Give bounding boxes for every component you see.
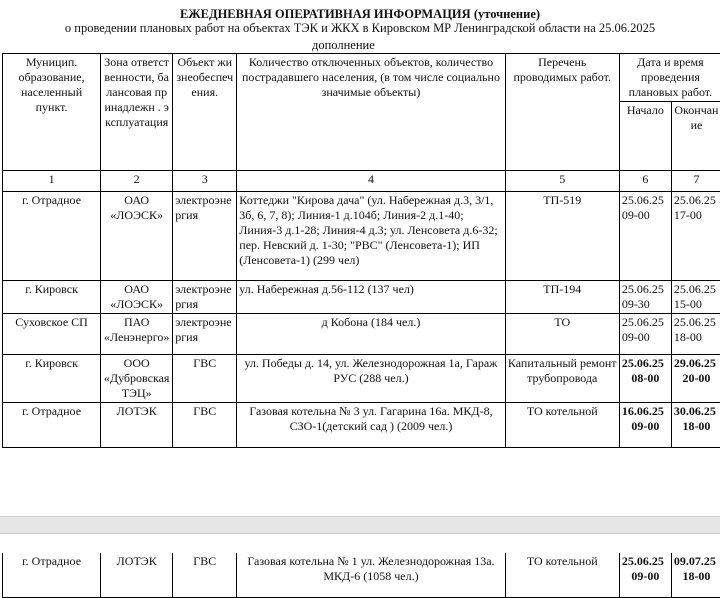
start-cell <box>619 192 671 281</box>
start-cell <box>619 403 671 448</box>
affected-cell: Газовая котельна № 3 ул. Гагарина 16а. МКД-8, СЗО-1(детский сад ) (2009 чел.) <box>237 403 505 448</box>
start-cell <box>619 553 671 598</box>
title-text: ЕЖЕДНЕВНАЯ ОПЕРАТИВНАЯ ИНФОРМАЦИЯ <box>179 7 471 21</box>
work-cell: ТО котельной <box>505 553 619 598</box>
object-cell: электроэнергия <box>173 281 237 314</box>
col-header-place: Муницип. образование, населенный пункт. <box>3 54 101 171</box>
start-time: 09-00 <box>631 569 660 583</box>
zone-cell: ПАО «Ленэнерго» <box>101 314 173 355</box>
place-cell: г. Отрадное <box>3 192 101 281</box>
start-date: 25.06.25 <box>621 356 664 370</box>
column-number: 7 <box>671 171 720 192</box>
work-cell: ТП-194 <box>505 281 619 314</box>
place-cell: г. Кировск <box>3 281 101 314</box>
outage-table-continued <box>2 553 720 598</box>
place-cell: г. Кировск <box>3 355 101 403</box>
column-number: 1 <box>3 171 101 192</box>
end-date: 25.06.25 <box>673 282 716 296</box>
place-cell: г. Отрадное <box>3 553 101 598</box>
end-cell <box>671 403 720 448</box>
end-date: 29.06.25 <box>673 356 716 370</box>
document-subtitle-2: дополнение <box>312 38 375 52</box>
end-date: 25.06.25 <box>673 193 716 207</box>
start-date: 25.06.25 <box>621 315 664 329</box>
outage-table <box>2 53 720 448</box>
header-row <box>3 54 720 102</box>
end-cell <box>671 281 720 314</box>
zone-cell: ОАО «ЛОЭСК» <box>101 281 173 314</box>
work-cell: Капитальный ремонт трубопровода <box>505 355 619 403</box>
start-time: 09-30 <box>621 297 650 311</box>
end-time: 18-00 <box>682 419 711 433</box>
zone-cell: ЛОТЭК <box>101 553 173 598</box>
col-header-affected: Количество отключенных объектов, количество пострадавшего населения, (в том числе социально значимые объекты) <box>237 54 505 171</box>
table-row <box>3 314 720 355</box>
table-row <box>3 355 720 403</box>
object-cell: ГВС <box>173 355 237 403</box>
document-header <box>0 0 720 35</box>
page-break-divider <box>0 516 720 534</box>
column-number: 2 <box>101 171 173 192</box>
end-cell <box>671 192 720 281</box>
start-time: 09-00 <box>621 330 650 344</box>
start-date: 16.06.25 <box>621 404 664 418</box>
end-cell <box>671 314 720 355</box>
object-cell: ГВС <box>173 553 237 598</box>
column-number: 6 <box>619 171 671 192</box>
table-row <box>3 281 720 314</box>
end-time: 18-00 <box>682 569 711 583</box>
object-cell: электроэнергия <box>173 314 237 355</box>
column-number: 3 <box>173 171 237 192</box>
end-date: 25.06.25 <box>673 315 716 329</box>
start-date: 25.06.25 <box>621 554 664 568</box>
start-cell <box>619 355 671 403</box>
col-header-dates: Дата и время проведения плановых работ. <box>619 54 720 102</box>
zone-cell: ОАО «ЛОЭСК» <box>101 192 173 281</box>
end-cell <box>671 553 720 598</box>
affected-cell: Газовая котельна № 1 ул. Железнодорожная 13а. МКД-6 (1058 чел.) <box>237 553 505 598</box>
end-time: 17-00 <box>673 208 702 222</box>
start-cell <box>619 314 671 355</box>
object-cell: электроэнергия <box>173 192 237 281</box>
document-subtitle: о проведении плановых работ на объектах ТЭК и ЖКХ в Кировском МР Ленинградской области на 25.06.2025 <box>64 21 656 35</box>
start-time: 09-00 <box>621 208 650 222</box>
work-cell: ТО котельной <box>505 403 619 448</box>
start-date: 25.06.25 <box>621 193 664 207</box>
end-time: 18-00 <box>673 330 702 344</box>
zone-cell: ООО «Дубровская ТЭЦ» <box>101 355 173 403</box>
work-cell: ТП-519 <box>505 192 619 281</box>
end-time: 15-00 <box>673 297 702 311</box>
start-time: 09-00 <box>631 419 660 433</box>
document-title <box>0 7 720 21</box>
affected-cell: ул. Победы д. 14, ул. Железнодорожная 1а, Гараж РУС (288 чел.) <box>237 355 505 403</box>
end-cell <box>671 355 720 403</box>
col-header-start: Начало <box>619 102 671 171</box>
work-cell: ТО <box>505 314 619 355</box>
start-cell <box>619 281 671 314</box>
table-row <box>3 192 720 281</box>
affected-cell: ул. Набережная д.56-112 (137 чел) <box>237 281 505 314</box>
document-page <box>0 0 720 52</box>
end-date: 09.07.25 <box>673 554 716 568</box>
start-time: 08-00 <box>631 371 660 385</box>
col-header-work: Перечень проводимых работ. <box>505 54 619 171</box>
table-row <box>3 403 720 448</box>
column-number: 4 <box>237 171 505 192</box>
column-numbers-row <box>3 171 720 192</box>
start-date: 25.06.25 <box>621 282 664 296</box>
column-number: 5 <box>505 171 619 192</box>
place-cell: г. Отрадное <box>3 403 101 448</box>
end-date: 30.06.25 <box>673 404 716 418</box>
title-note: (уточнение) <box>473 7 541 21</box>
end-time: 20-00 <box>682 371 711 385</box>
zone-cell: ЛОТЭК <box>101 403 173 448</box>
place-cell: Суховское СП <box>3 314 101 355</box>
affected-cell: д Кобона (184 чел.) <box>237 314 505 355</box>
col-header-object: Объект жизнеобеспечения. <box>173 54 237 171</box>
col-header-zone: Зона ответственности, балансовая принадлежн . эксплуатация <box>101 54 173 171</box>
col-header-end: Окончание <box>671 102 720 171</box>
table-row <box>3 553 720 598</box>
object-cell: ГВС <box>173 403 237 448</box>
affected-cell: Коттеджи "Кирова дача" (ул. Набережная д.3, 3/1, 3б, 6, 7, 8); Линия-1 д.104б; Линия-2 д.1-40; Линия-3 д.1-28; Линия-4 д.3; ул. Ленсовета д.6-32; пер. Невский д. 1-30; "РВС" (Ленсовета-1); ИП (Ленсовета-1) (299 чел) <box>237 192 505 281</box>
